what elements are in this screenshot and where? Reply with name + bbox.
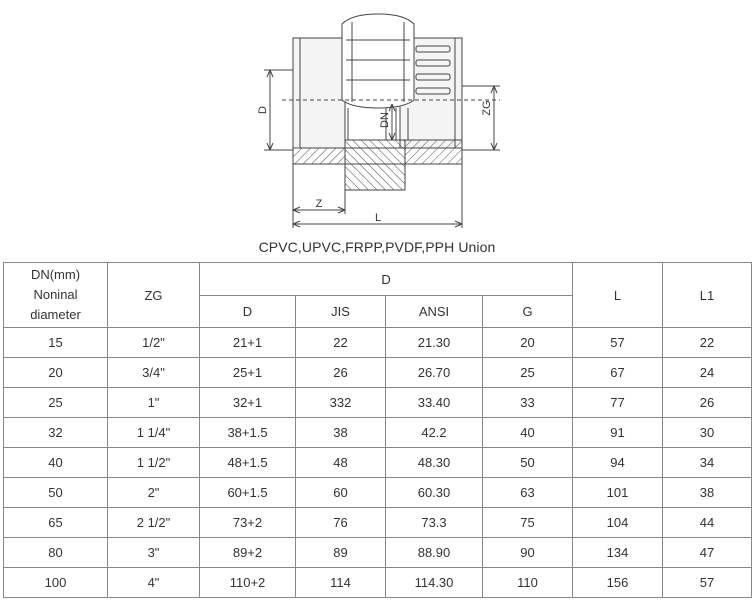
- cell-d: 60+1.5: [200, 478, 296, 508]
- cell-jis: 332: [296, 388, 386, 418]
- cell-g: 40: [483, 418, 573, 448]
- cell-d: 32+1: [200, 388, 296, 418]
- union-technical-drawing: [0, 0, 754, 240]
- header-dn-line1: DN(mm): [30, 267, 81, 282]
- cell-l: 77: [573, 388, 663, 418]
- cell-d: 89+2: [200, 538, 296, 568]
- cell-dn: 32: [4, 418, 108, 448]
- cell-zg: 4": [108, 568, 200, 598]
- cell-dn: 20: [4, 358, 108, 388]
- header-zg: ZG: [108, 263, 200, 328]
- cell-d: 21+1: [200, 328, 296, 358]
- cell-g: 90: [483, 538, 573, 568]
- cell-g: 25: [483, 358, 573, 388]
- cell-zg: 2": [108, 478, 200, 508]
- cell-l: 101: [573, 478, 663, 508]
- cell-ansi: 48.30: [386, 448, 483, 478]
- header-g: G: [483, 296, 573, 328]
- product-caption: CPVC,UPVC,FRPP,PVDF,PPH Union: [258, 239, 496, 255]
- header-dn-line3: diameter: [30, 307, 81, 322]
- cell-jis: 89: [296, 538, 386, 568]
- cell-g: 50: [483, 448, 573, 478]
- cell-ansi: 42.2: [386, 418, 483, 448]
- header-l: L: [573, 263, 663, 328]
- cell-l1: 57: [663, 568, 752, 598]
- cell-d: 48+1.5: [200, 448, 296, 478]
- dimension-label-l: L: [374, 212, 382, 224]
- cell-l: 104: [573, 508, 663, 538]
- cell-d: 110+2: [200, 568, 296, 598]
- cell-zg: 1 1/2": [108, 448, 200, 478]
- table-row: [4, 568, 752, 598]
- cell-l1: 34: [663, 448, 752, 478]
- cell-ansi: 88.90: [386, 538, 483, 568]
- cell-zg: 2 1/2": [108, 508, 200, 538]
- cell-g: 75: [483, 508, 573, 538]
- table-row: [4, 328, 752, 358]
- cell-l1: 44: [663, 508, 752, 538]
- header-ansi: ANSI: [386, 296, 483, 328]
- cell-d: 25+1: [200, 358, 296, 388]
- cell-l1: 38: [663, 478, 752, 508]
- header-d-group: D: [200, 263, 573, 296]
- table-header-row: [4, 263, 752, 296]
- dimension-label-z: Z: [315, 198, 323, 210]
- cell-dn: 50: [4, 478, 108, 508]
- cell-ansi: 26.70: [386, 358, 483, 388]
- header-l1: L1: [663, 263, 752, 328]
- header-jis: JIS: [296, 296, 386, 328]
- header-dn-line2: Noninal: [33, 287, 78, 302]
- cell-dn: 25: [4, 388, 108, 418]
- cell-l: 91: [573, 418, 663, 448]
- cell-dn: 15: [4, 328, 108, 358]
- cell-g: 20: [483, 328, 573, 358]
- cell-ansi: 60.30: [386, 478, 483, 508]
- cell-ansi: 33.40: [386, 388, 483, 418]
- cell-l1: 30: [663, 418, 752, 448]
- cell-ansi: 114.30: [386, 568, 483, 598]
- table-row: [4, 508, 752, 538]
- cell-jis: 22: [296, 328, 386, 358]
- table-row: [4, 448, 752, 478]
- cell-dn: 80: [4, 538, 108, 568]
- table-row: [4, 418, 752, 448]
- cell-l: 57: [573, 328, 663, 358]
- cell-dn: 100: [4, 568, 108, 598]
- cell-zg: 3": [108, 538, 200, 568]
- cell-l1: 24: [663, 358, 752, 388]
- dimension-spec-table: [3, 262, 752, 598]
- cell-g: 110: [483, 568, 573, 598]
- table-row: [4, 388, 752, 418]
- cell-dn: 65: [4, 508, 108, 538]
- cell-l: 156: [573, 568, 663, 598]
- cell-d: 73+2: [200, 508, 296, 538]
- cell-l1: 26: [663, 388, 752, 418]
- cell-l: 67: [573, 358, 663, 388]
- cell-l: 94: [573, 448, 663, 478]
- dimension-label-dn: DN: [379, 112, 391, 128]
- table-row: [4, 478, 752, 508]
- table-row: [4, 538, 752, 568]
- cell-jis: 48: [296, 448, 386, 478]
- cell-g: 63: [483, 478, 573, 508]
- header-dn: [4, 263, 108, 328]
- cell-l1: 47: [663, 538, 752, 568]
- dimension-label-d: D: [257, 106, 269, 114]
- dimension-label-zg: ZG: [481, 100, 493, 116]
- cell-l: 134: [573, 538, 663, 568]
- cell-zg: 1/2": [108, 328, 200, 358]
- cell-jis: 38: [296, 418, 386, 448]
- header-d: D: [200, 296, 296, 328]
- cell-jis: 76: [296, 508, 386, 538]
- cell-ansi: 73.3: [386, 508, 483, 538]
- cell-zg: 3/4": [108, 358, 200, 388]
- cell-g: 33: [483, 388, 573, 418]
- cell-zg: 1 1/4": [108, 418, 200, 448]
- cell-d: 38+1.5: [200, 418, 296, 448]
- cell-jis: 114: [296, 568, 386, 598]
- table-row: [4, 358, 752, 388]
- cell-ansi: 21.30: [386, 328, 483, 358]
- cell-jis: 60: [296, 478, 386, 508]
- cell-l1: 22: [663, 328, 752, 358]
- cell-zg: 1": [108, 388, 200, 418]
- cell-dn: 40: [4, 448, 108, 478]
- cell-jis: 26: [296, 358, 386, 388]
